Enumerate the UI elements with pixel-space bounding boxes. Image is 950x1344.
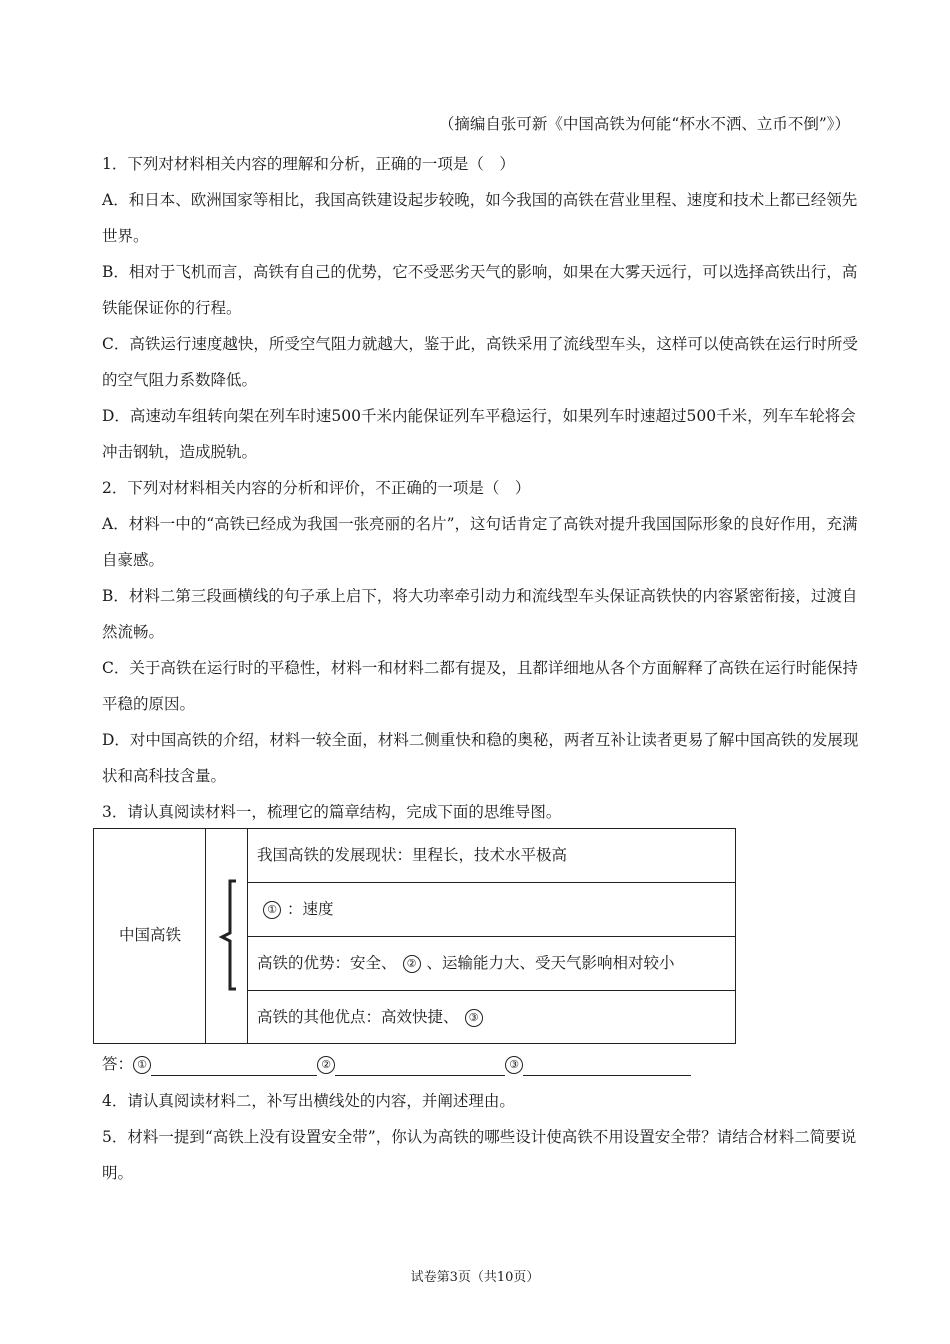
branch-3-suffix: 、运输能力大、受天气影响相对较小 (426, 954, 675, 972)
answer-line (102, 1052, 691, 1076)
question-1-stem: 1．下列对材料相关内容的理解和分析，正确的一项是（ ） (102, 155, 515, 173)
branch-2-text: ：速度 (287, 900, 334, 918)
question-5: 5．材料一提到“高铁上没有设置安全带”，你认为高铁的哪些设计使高铁不用设置安全带？请结合材料二简要说明。 (102, 1128, 857, 1182)
question-4: 4．请认真阅读材料二，补写出横线处的内容，并阐述理由。 (102, 1092, 515, 1110)
blank-2[interactable] (397, 937, 427, 989)
q1-option-c: C．高铁运行速度越快，所受空气阻力就越大，鉴于此，高铁采用了流线型车头，这样可以使高铁在运行时所受的空气阻力系数降低。 (102, 335, 858, 389)
blank-1-mark: ① (263, 901, 281, 919)
q2-option-c: C．关于高铁在运行时的平稳性，材料一和材料二都有提及，且都详细地从各个方面解释了高铁在运行时能保持平稳的原因。 (102, 659, 858, 713)
q2-option-b: B．材料二第三段画横线的句子承上启下，将大功率牵引动力和流线型车头保证高铁快的内容紧密衔接，过渡自然流畅。 (102, 587, 858, 641)
answer-blank-1[interactable] (151, 1057, 317, 1076)
branch-row-4 (248, 991, 735, 1045)
page-footer: 试卷第3页（共10页） (410, 1270, 540, 1285)
left-brace-icon (206, 829, 246, 1042)
question-2-stem: 2．下列对材料相关内容的分析和评价，不正确的一项是（ ） (102, 479, 531, 497)
answer-label: 答： (102, 1055, 134, 1073)
mind-map-branches (248, 829, 735, 1043)
answer-blank-3[interactable] (523, 1057, 691, 1076)
answer-mark-3: ③ (505, 1056, 523, 1074)
blank-3[interactable] (459, 991, 489, 1043)
branch-row-1 (248, 829, 735, 883)
blank-2-mark: ② (403, 955, 421, 973)
blank-1[interactable] (257, 883, 287, 935)
branch-3-prefix: 高铁的优势：安全、 (257, 954, 397, 972)
mind-map-root: 中国高铁 (118, 926, 181, 944)
q1-option-a: A．和日本、欧洲国家等相比，我国高铁建设起步较晚，如今我国的高铁在营业里程、速度和技术上都已经领先世界。 (102, 191, 858, 245)
branch-1-text: 我国高铁的发展现状：里程长，技术水平极高 (257, 846, 568, 864)
question-3-stem: 3．请认真阅读材料一，梳理它的篇章结构，完成下面的思维导图。 (102, 803, 562, 821)
mind-map-brace-cell (206, 829, 248, 1043)
branch-row-3 (248, 937, 735, 991)
q2-option-d: D．对中国高铁的介绍，材料一较全面，材料二侧重快和稳的奥秘，两者互补让读者更易了解中国高铁的发展现状和高科技含量。 (102, 731, 859, 785)
q1-option-b: B．相对于飞机而言，高铁有自己的优势，它不受恶劣天气的影响，如果在大雾天远行，可以选择高铁出行，高铁能保证你的行程。 (102, 263, 858, 317)
answer-mark-2: ② (317, 1056, 335, 1074)
branch-4-prefix: 高铁的其他优点：高效快捷、 (257, 1008, 459, 1026)
mind-map-root-cell (94, 829, 206, 1043)
source-citation: （摘编自张可新《中国高铁为何能“杯水不洒、立币不倒”》） (438, 115, 850, 133)
answer-mark-1: ① (133, 1056, 151, 1074)
q2-option-a: A．材料一中的“高铁已经成为我国一张亮丽的名片”，这句话肯定了高铁对提升我国国际形象的良好作用，充满自豪感。 (102, 515, 858, 569)
mind-map (93, 828, 736, 1044)
questions-1-3 (102, 146, 862, 830)
branch-row-2 (248, 883, 735, 937)
blank-3-mark: ③ (465, 1009, 483, 1027)
q1-option-d: D．高速动车组转向架在列车时速500千米内能保证列车平稳运行，如果列车时速超过500千米，列车车轮将会冲击钢轨，造成脱轨。 (102, 407, 856, 461)
questions-4-5 (102, 1083, 862, 1191)
answer-blank-2[interactable] (335, 1057, 505, 1076)
